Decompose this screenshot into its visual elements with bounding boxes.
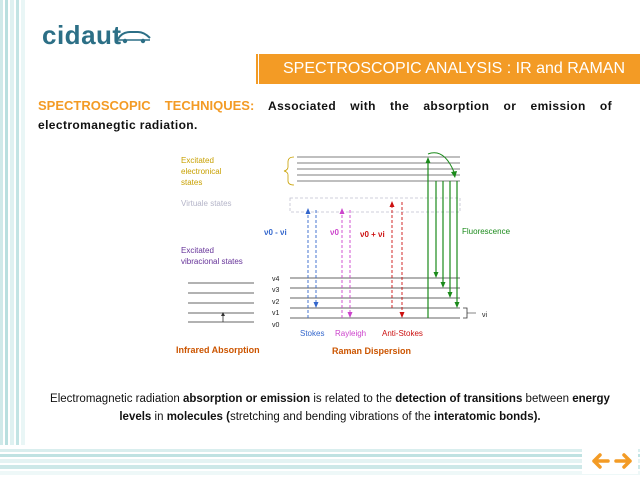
label-excited-electronic-2: electronical <box>181 167 222 176</box>
label-virtual-states: Virtuale states <box>181 199 232 208</box>
label-raman-dispersion: Raman Dispersion <box>332 346 412 356</box>
stokes-up-arrow <box>306 208 311 214</box>
stokes-down-arrow <box>314 302 319 308</box>
label-stokes: Stokes <box>300 329 325 338</box>
summary-paragraph <box>40 390 620 426</box>
label-v0-plus-vi: ν0 + νi <box>360 230 385 239</box>
fluorescence-up-arrow <box>426 157 431 163</box>
rayleigh-down-arrow <box>348 312 353 318</box>
label-v0: ν0 <box>330 228 339 237</box>
rayleigh-up-arrow <box>340 208 345 214</box>
fluorescence-curve-arrow <box>451 171 457 178</box>
summary-bold: detection of transitions <box>395 393 523 405</box>
arrow-right-icon[interactable] <box>612 450 636 472</box>
bottom-decorative-bar <box>0 445 640 480</box>
arrow-left-icon[interactable] <box>588 450 612 472</box>
level-label-v1: v1 <box>272 310 280 317</box>
level-label-v2: v2 <box>272 299 280 306</box>
level-label-v4: v4 <box>272 276 280 283</box>
fluorescence-down-arrow <box>448 292 453 298</box>
intro-separator: : <box>249 98 255 113</box>
virtual-states-box <box>290 198 460 212</box>
fluorescence-down-arrow <box>434 272 439 278</box>
summary-part: is related to the <box>310 393 396 405</box>
label-anti-stokes: Anti-Stokes <box>382 329 423 338</box>
car-logo-icon <box>116 28 152 44</box>
label-excited-electronic-1: Excitated <box>181 156 214 165</box>
label-rayleigh: Rayleigh <box>335 329 367 338</box>
summary-part: Electromagnetic radiation <box>50 393 183 405</box>
page-title: SPECTROSCOPIC ANALYSIS : IR and RAMAN <box>283 60 626 77</box>
antistokes-up-arrow <box>390 201 395 207</box>
label-excited-electronic-3: states <box>181 178 203 187</box>
left-decorative-stripes <box>0 0 28 480</box>
summary-part: in <box>151 411 167 423</box>
summary-bold: energy levels <box>119 393 610 423</box>
logo-text: cidaut <box>42 20 122 50</box>
summary-part: stretching and bending vibrations of the <box>229 411 434 423</box>
label-fluorescence: Fluorescence <box>462 227 511 236</box>
summary-bold: interatomic bonds). <box>433 411 541 423</box>
intro-text: Associated with the absorption or emission of electromanegtic radiation. <box>38 99 613 132</box>
label-vi: νi <box>482 312 488 319</box>
level-label-v3: v3 <box>272 287 280 294</box>
summary-bold: absorption or emission <box>183 393 311 405</box>
label-excited-vibrational-2: vibracional states <box>181 257 243 266</box>
label-ir-absorption: Infrared Absorption <box>176 345 260 355</box>
brace-electronic <box>284 157 294 185</box>
vi-bracket <box>463 308 467 318</box>
energy-level-diagram <box>170 150 550 365</box>
intro-paragraph <box>38 96 612 135</box>
fluorescence-down-arrow <box>455 302 460 308</box>
label-v0-minus-vi: ν0 - νi <box>264 228 287 237</box>
summary-bold: molecules ( <box>166 411 230 423</box>
summary-part: between <box>522 393 573 405</box>
fluorescence-down-arrow <box>441 282 446 288</box>
level-label-v0: v0 <box>272 322 280 329</box>
label-excited-vibrational-1: Excitated <box>181 246 214 255</box>
intro-highlight: SPECTROSCOPIC TECHNIQUES <box>38 98 250 113</box>
antistokes-down-arrow <box>400 312 405 318</box>
